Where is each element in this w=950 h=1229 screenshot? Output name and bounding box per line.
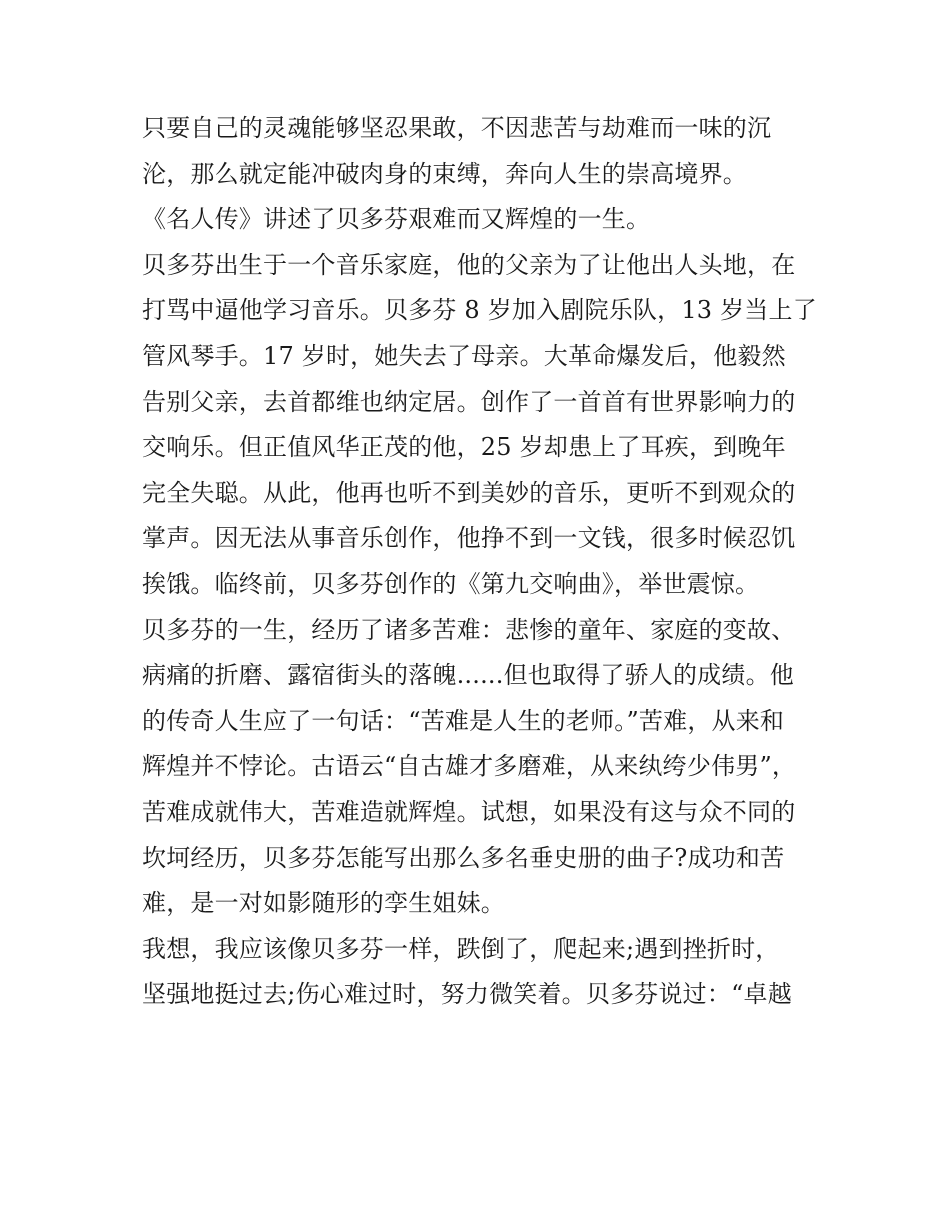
text-line: 只要自己的灵魂能够坚忍果敢，不因悲苦与劫难而一味的沉: [142, 114, 772, 142]
text-line: 病痛的折磨、露宿街头的落魄......但也取得了骄人的成绩。他: [142, 661, 794, 690]
text-line: 贝多芬的一生，经历了诸多苦难：悲惨的童年、家庭的变故、: [142, 615, 796, 644]
text-line: 难，是一对如影随形的孪生姐妹。: [142, 889, 505, 918]
text-line: 管风琴手。17 岁时，她失去了母亲。大革命爆发后，他毅然: [142, 341, 786, 370]
essay-text: [142, 106, 822, 1018]
text-line: 坚强地挺过去;伤心难过时，努力微笑着。贝多芬说过：“卓越: [142, 980, 792, 1009]
text-line: 沦，那么就定能冲破肉身的束缚，奔向人生的崇高境界。: [142, 159, 747, 188]
text-line: 告别父亲，去首都维也纳定居。创作了一首首有世界影响力的: [142, 387, 796, 416]
text-line: 坎坷经历，贝多芬怎能写出那么多名垂史册的曲子?成功和苦: [142, 843, 785, 872]
text-line: 挨饿。临终前，贝多芬创作的《第九交响曲》，举世震惊。: [142, 569, 760, 598]
text-line: 交响乐。但正值风华正茂的他，25 岁却患上了耳疾，到晚年: [142, 433, 786, 462]
text-line: 辉煌并不悖论。古语云“自古雄才多磨难，从来纨绔少伟男”，: [142, 752, 797, 781]
text-line: 打骂中逼他学习音乐。贝多芬 8 岁加入剧院乐队，13 岁当上了: [142, 296, 817, 325]
text-line: 完全失聪。从此，他再也听不到美妙的音乐，更听不到观众的: [142, 478, 796, 507]
text-line: 《名人传》讲述了贝多芬艰难而又辉煌的一生。: [142, 205, 651, 234]
text-line: 我想，我应该像贝多芬一样，跌倒了，爬起来;遇到挫折时，: [142, 934, 780, 963]
text-line: 贝多芬出生于一个音乐家庭，他的父亲为了让他出人头地，在: [142, 250, 796, 279]
text-line: 掌声。因无法从事音乐创作，他挣不到一文钱，很多时候忍饥: [142, 524, 796, 553]
text-line: 苦难成就伟大，苦难造就辉煌。试想，如果没有这与众不同的: [142, 797, 796, 826]
text-line: 的传奇人生应了一句话：“苦难是人生的老师。”苦难，从来和: [142, 706, 785, 735]
